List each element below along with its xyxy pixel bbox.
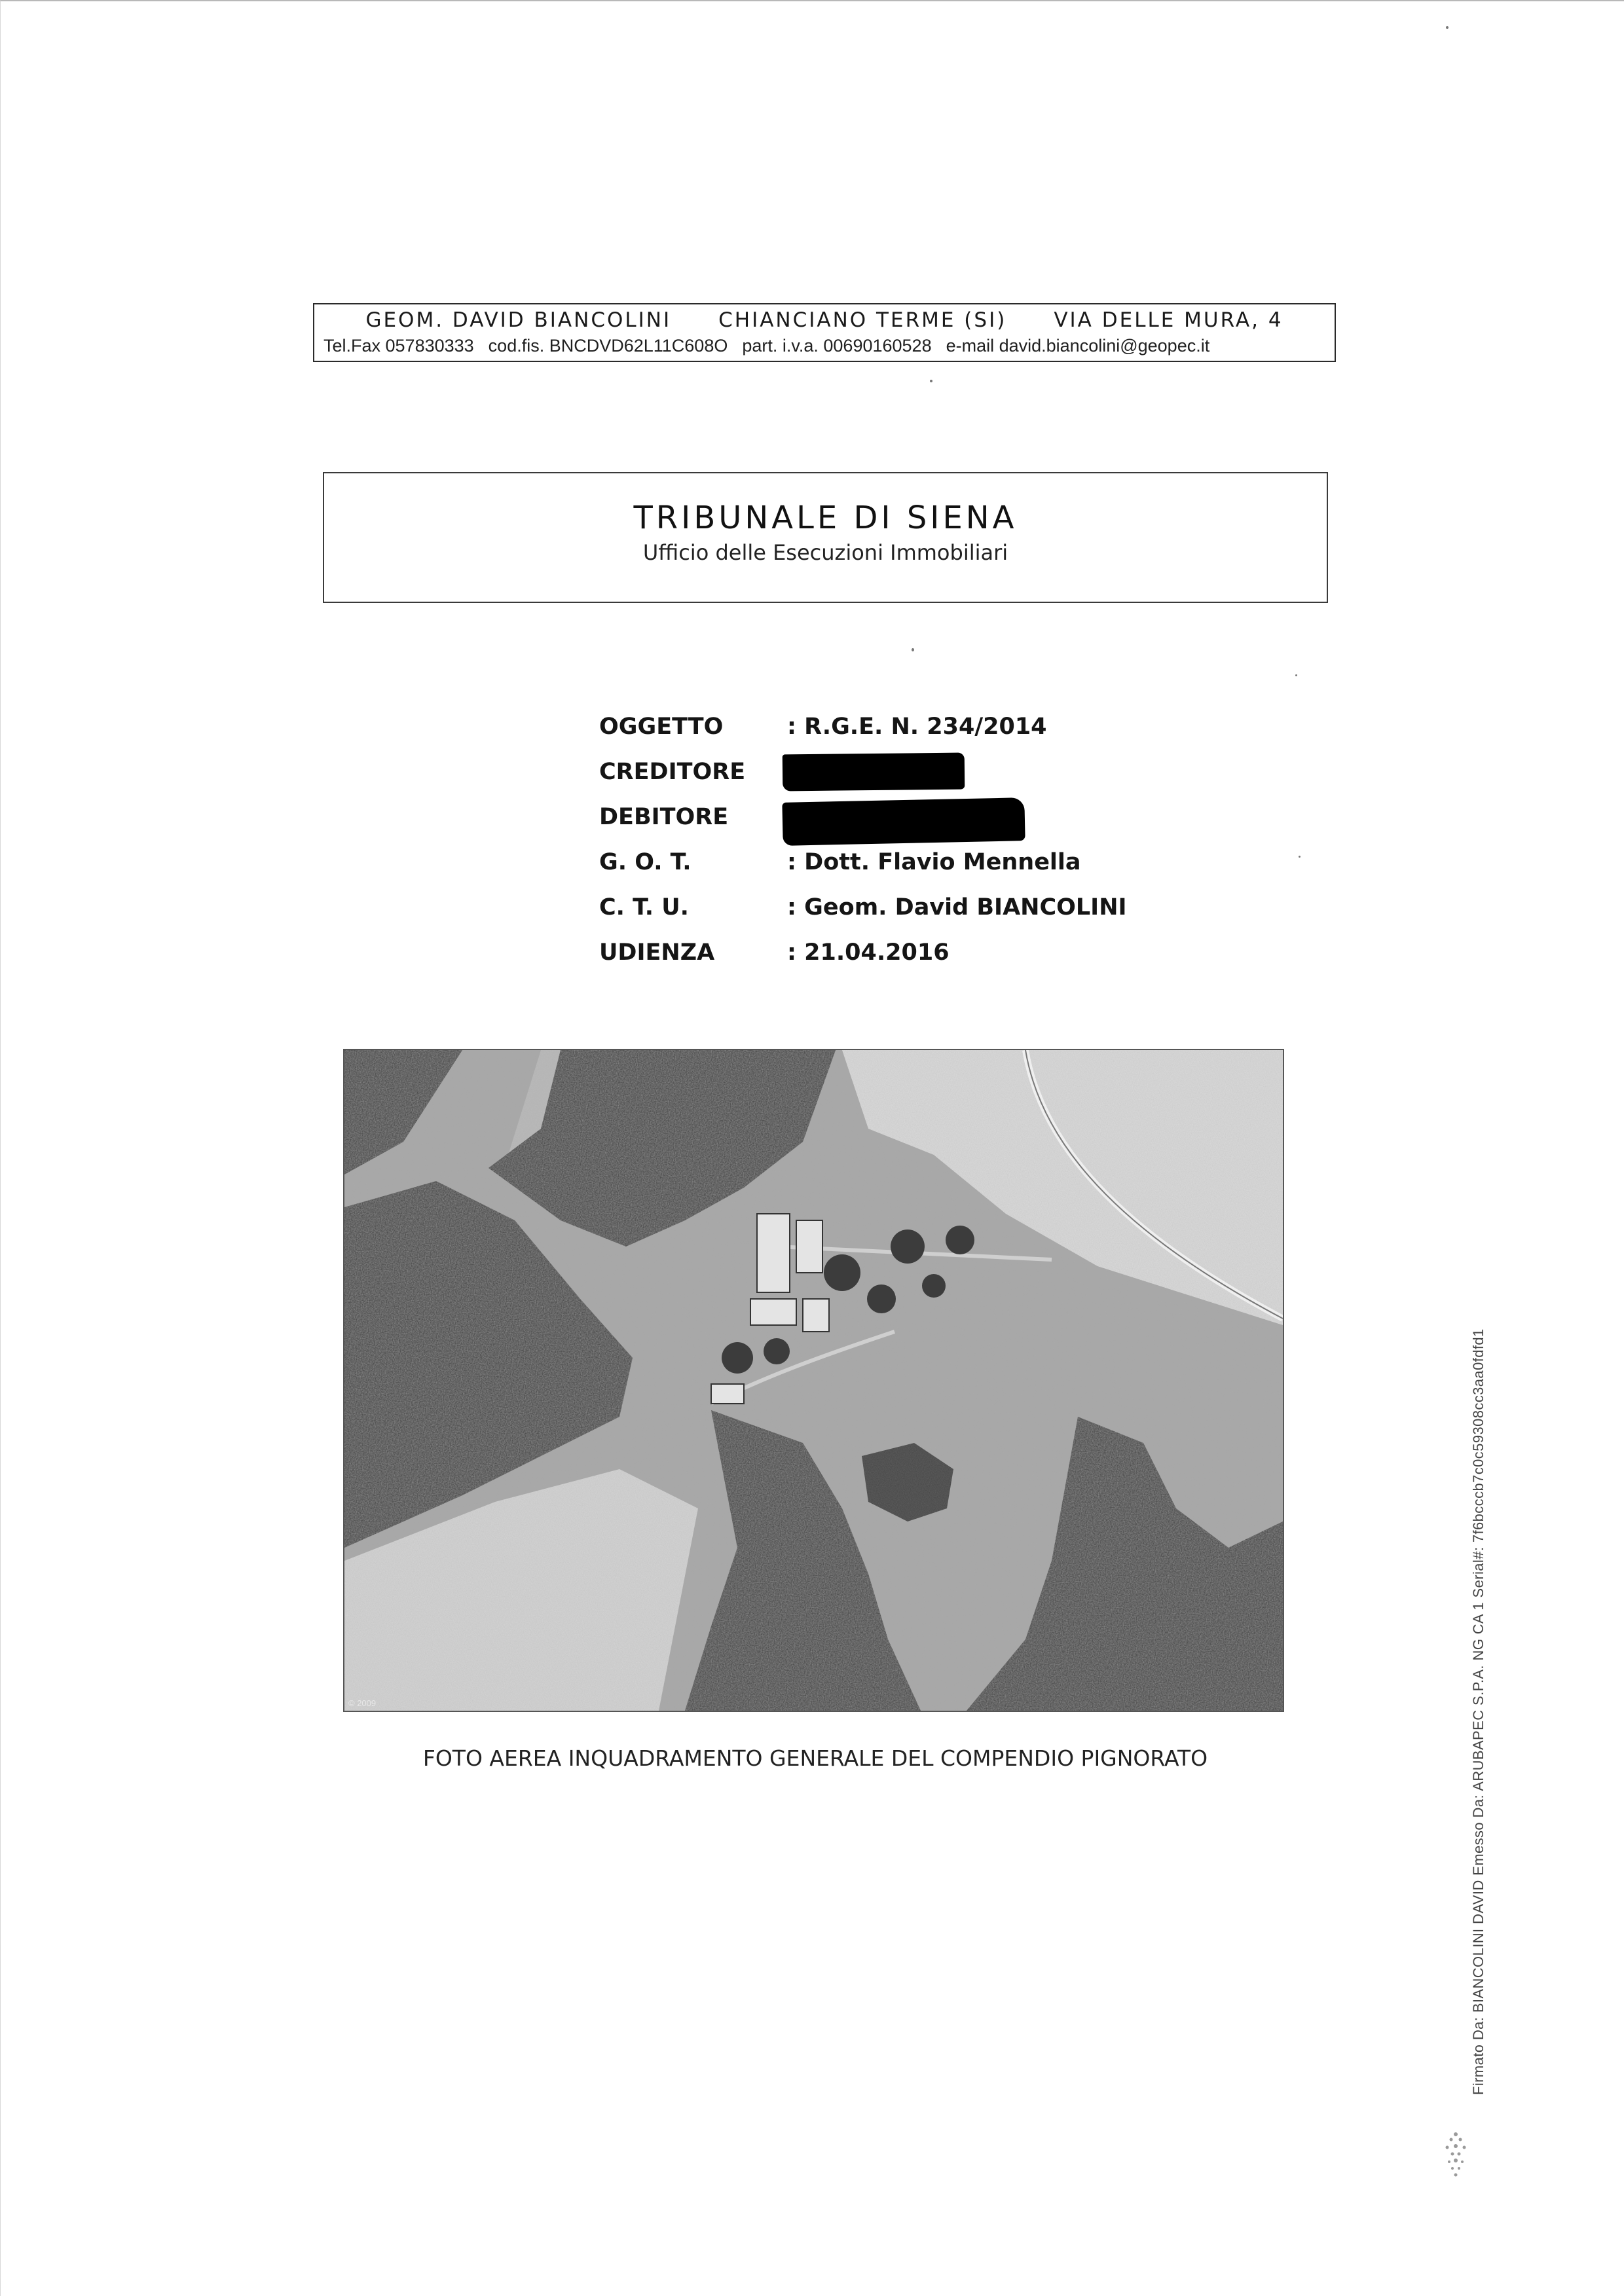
info-value: : 21.04.2016 bbox=[787, 939, 950, 966]
info-row-debitore bbox=[599, 804, 1189, 849]
letterhead-vat: part. i.v.a. 00690160528 bbox=[742, 336, 932, 355]
info-label: OGGETTO bbox=[599, 714, 724, 740]
scan-speck bbox=[912, 648, 914, 651]
court-title: TRIBUNALE DI SIENA bbox=[633, 500, 1018, 536]
letterhead-address: VIA DELLE MURA, 4 bbox=[1054, 308, 1283, 332]
seal-icon bbox=[1433, 2121, 1479, 2183]
info-value: : R.G.E. N. 234/2014 bbox=[787, 714, 1047, 740]
info-row-ctu bbox=[599, 894, 1189, 939]
digital-signature-strip: Firmato Da: BIANCOLINI DAVID Emesso Da: ARUBAPEC S.P.A. NG CA 1 Serial#: 7f6bcccb7c0c59308cc3aa0fdfd1 bbox=[1470, 1328, 1486, 2095]
info-label: DEBITORE bbox=[599, 804, 729, 830]
info-row-udienza bbox=[599, 939, 1189, 985]
letterhead-email: e-mail david.biancolini@geopec.it bbox=[946, 336, 1210, 355]
info-value: : Dott. Flavio Mennella bbox=[787, 849, 1081, 875]
info-label: G. O. T. bbox=[599, 849, 692, 875]
photo-caption: FOTO AEREA INQUADRAMENTO GENERALE DEL COMPENDIO PIGNORATO bbox=[422, 1745, 1208, 1771]
info-row-got bbox=[599, 849, 1189, 894]
case-info bbox=[599, 714, 1189, 985]
letterhead-line-1 bbox=[314, 308, 1335, 332]
letterhead-city: CHIANCIANO TERME (SI) bbox=[718, 308, 1007, 332]
info-label: C. T. U. bbox=[599, 894, 689, 920]
scan-speck bbox=[1295, 674, 1297, 676]
info-row-oggetto bbox=[599, 714, 1189, 759]
aerial-photo bbox=[343, 1049, 1284, 1712]
info-label: CREDITORE bbox=[599, 759, 746, 785]
letterhead-fiscal-code: cod.fis. BNCDVD62L11C608O bbox=[488, 336, 728, 355]
letterhead-phone: Tel.Fax 057830333 bbox=[323, 336, 474, 355]
letterhead-box bbox=[313, 303, 1336, 362]
scan-speck bbox=[1299, 856, 1301, 858]
letterhead-name: GEOM. DAVID BIANCOLINI bbox=[365, 308, 672, 332]
info-label: UDIENZA bbox=[599, 939, 715, 966]
letterhead-line-2 bbox=[323, 336, 1209, 356]
court-box bbox=[323, 472, 1328, 603]
court-subtitle: Ufficio delle Esecuzioni Immobiliari bbox=[642, 540, 1008, 565]
scan-speck bbox=[1446, 26, 1449, 29]
scan-speck bbox=[930, 380, 932, 382]
photo-credit: © 2009 bbox=[348, 1698, 377, 1708]
aerial-photo-image bbox=[344, 1050, 1283, 1711]
redaction-mark bbox=[783, 753, 965, 792]
info-row-creditore bbox=[599, 759, 1189, 804]
redaction-mark bbox=[782, 797, 1025, 846]
info-value: : Geom. David BIANCOLINI bbox=[787, 894, 1127, 920]
